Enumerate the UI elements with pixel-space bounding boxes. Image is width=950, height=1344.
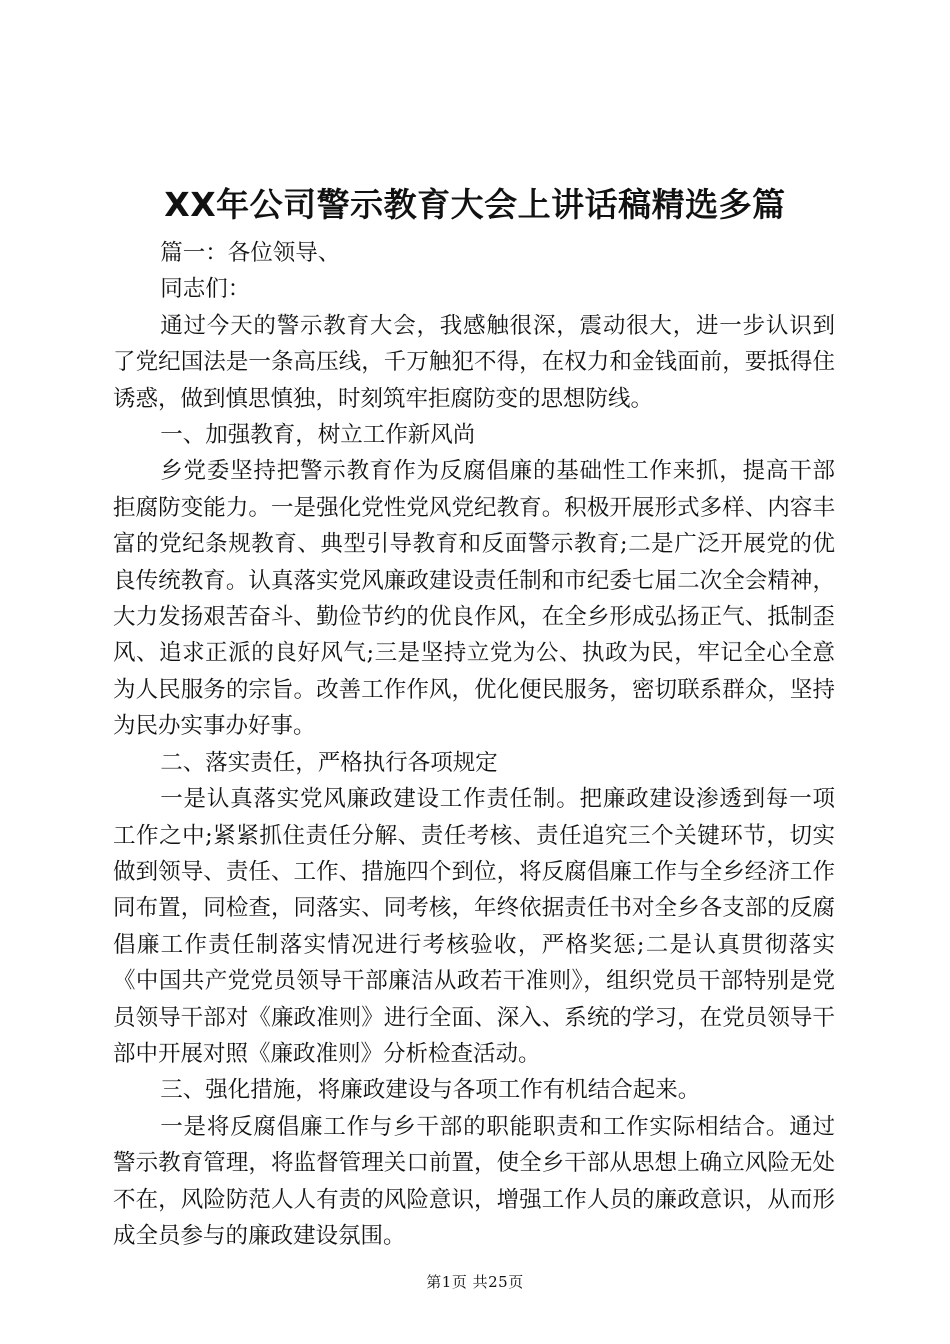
section-heading-3: 三、强化措施，将廉政建设与各项工作有机结合起来。	[160, 1077, 701, 1104]
paragraph-intro: 通过今天的警示教育大会，我感触很深，震动很大，进一步认识到了党纪国法是一条高压线，千万触犯不得，在权力和金钱面前，要抵得住诱惑，做到慎思慎独，时刻筑牢拒腐防变的思想防线。	[113, 312, 835, 412]
paragraph-salutation-2: 同志们：	[160, 276, 251, 303]
section-heading-2: 二、落实责任，严格执行各项规定	[160, 749, 498, 776]
paragraph-section-1: 乡党委坚持把警示教育作为反腐倡廉的基础性工作来抓，提高干部拒腐防变能力。一是强化党性党风党纪教育。积极开展形式多样、内容丰富的党纪条规教育、典型引导教育和反面警示教育;二是广泛开展党的优良传统教育。认真落实党风廉政建设责任制和市纪委七届二次全会精神，大力发扬艰苦奋斗、勤俭节约的优良作风，在全乡形成弘扬正气、抵制歪风、追求正派的良好风气;三是坚持立党为公、执政为民，牢记全心全意为人民服务的宗旨。改善工作作风，优化便民服务，密切联系群众，坚持为民办实事办好事。	[113, 458, 835, 740]
paragraph-section-2: 一是认真落实党风廉政建设工作责任制。把廉政建设渗透到每一项工作之中;紧紧抓住责任分解、责任考核、责任追究三个关键环节，切实做到领导、责任、工作、措施四个到位，将反腐倡廉工作与全乡经济工作同布置，同检查，同落实、同考核，年终依据责任书对全乡各支部的反腐倡廉工作责任制落实情况进行考核验收，严格奖惩;二是认真贯彻落实《中国共产党党员领导干部廉洁从政若干准则》，组织党员干部特别是党员领导干部对《廉政准则》进行全面、深入、系统的学习，在党员领导干部中开展对照《廉政准则》分析检查活动。	[113, 786, 835, 1067]
page-number-footer: 第1页 共25页	[426, 1273, 524, 1291]
document-title: XX年公司警示教育大会上讲话稿精选多篇	[164, 185, 786, 224]
section-heading-1: 一、加强教育，树立工作新风尚	[160, 422, 476, 449]
document-body	[113, 235, 835, 1254]
paragraph-salutation-1: 篇一：各位领导、	[160, 240, 341, 266]
paragraph-section-3: 一是将反腐倡廉工作与乡干部的职能职责和工作实际相结合。通过警示教育管理，将监督管理关口前置，使全乡干部从思想上确立风险无处不在，风险防范人人有责的风险意识，增强工作人员的廉政意识，从而形成全员参与的廉政建设氛围。	[113, 1113, 835, 1249]
